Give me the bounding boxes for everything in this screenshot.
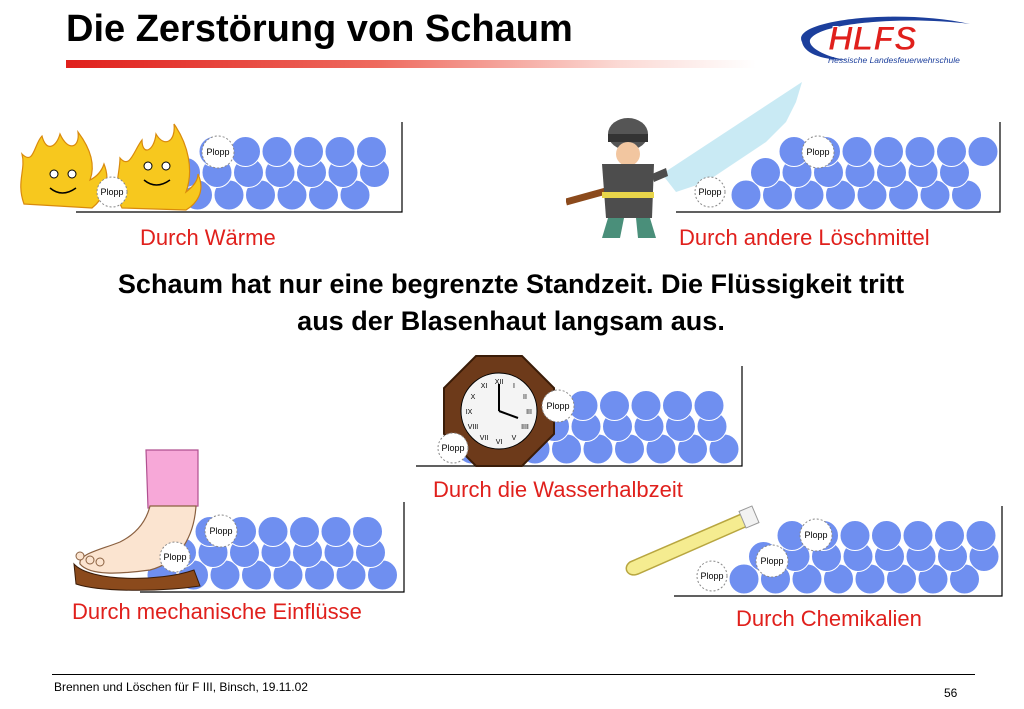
plopp-bubble [697,561,727,591]
plopp-bubble [202,136,234,168]
caption-chemicals: Durch Chemikalien [736,606,922,631]
plopp-bubble [802,136,834,168]
hlfs-logo [788,8,978,68]
foam-bubble [600,391,630,421]
svg-text:Plopp: Plopp [804,530,828,540]
foam-bubble [903,521,933,551]
main-statement: Schaum hat nur eine begrenzte Standzeit. Die Flüssigkeit tritt aus der Blasenhaut langsam aus. [117,269,905,336]
svg-text:Plopp: Plopp [806,147,830,157]
scene-heat [16,104,408,224]
plopp-bubble [438,433,468,463]
foam-bubble [258,517,288,547]
caption-drainage-time: Durch die Wasserhalbzeit [433,477,683,502]
svg-text:Plopp: Plopp [163,552,187,562]
clock-numeral: III [526,409,532,416]
clock-numeral: VI [495,439,503,446]
firefighter-hose-icon [566,118,668,238]
svg-text:Plopp: Plopp [760,556,784,566]
plopp-bubble [542,390,574,422]
title-underline [66,60,756,68]
foam-bubble [874,137,904,167]
foam-bubble [694,391,724,421]
clock-numeral: IX [465,409,473,416]
caption-mechanical: Durch mechanische Einflüsse [72,599,362,624]
caption-heat: Durch Wärme [140,225,276,250]
foam-bubble [663,391,693,421]
foam-bubble [321,517,351,547]
svg-text:Plopp: Plopp [209,526,233,536]
foam-bubble [937,137,967,167]
scene-chemicals [616,500,1008,600]
foam-bubble [631,391,661,421]
svg-text:Hessische Landesfeuerwehrschul: Hessische Landesfeuerwehrschule [828,55,960,65]
footer-text: Brennen und Löschen für F III, Binsch, 19.11.02 [54,680,308,694]
foam-bubble [751,158,781,188]
svg-text:Plopp: Plopp [700,571,724,581]
clock-numeral: XII [494,379,504,386]
foam-bubble [968,137,998,167]
plopp-bubble [205,515,237,547]
foam-bubble [325,137,355,167]
foam-bubbles [731,137,998,211]
foam-bubble [231,137,261,167]
svg-text:Plopp: Plopp [441,443,465,453]
svg-text:Plopp: Plopp [100,187,124,197]
foam-bubble [872,521,902,551]
plopp-bubble [160,542,190,572]
svg-text:Plopp: Plopp [546,401,570,411]
svg-text:HLFS: HLFS [828,20,917,58]
clock-numeral: I [513,383,515,391]
plopp-bubble [800,519,832,551]
slide-title: Die Zerstörung von Schaum [66,8,573,50]
foam-bubble [935,521,965,551]
clock-numeral: VIII [467,424,479,431]
clock-numeral: II [523,394,527,401]
foam-bubble [357,137,387,167]
foam-bubble [966,521,996,551]
clock-numeral: V [511,434,517,442]
plopp-bubble [97,177,127,207]
footer-divider [52,674,975,675]
foam-bubble [353,517,383,547]
scene-mechanical [70,446,410,594]
plopp-bubble [695,177,725,207]
foam-bubble [262,137,292,167]
water-spray [662,82,802,192]
foam-bubble [294,137,324,167]
plopp-bubble [756,545,788,577]
svg-text:Plopp: Plopp [206,147,230,157]
scene-other-agents [566,82,1006,244]
foam-bubble [905,137,935,167]
clock-numeral: IIII [521,424,529,431]
caption-other-agents: Durch andere Löschmittel [679,225,930,250]
foam-bubble [290,517,320,547]
clock-numeral: X [470,394,476,401]
foam-bubble [840,521,870,551]
svg-text:Plopp: Plopp [698,187,722,197]
clock-numeral: VII [479,434,489,442]
scene-drainage-time [412,354,748,470]
page-number: 56 [944,686,958,700]
clock-numeral: XI [480,383,488,391]
foam-bubble [842,137,872,167]
